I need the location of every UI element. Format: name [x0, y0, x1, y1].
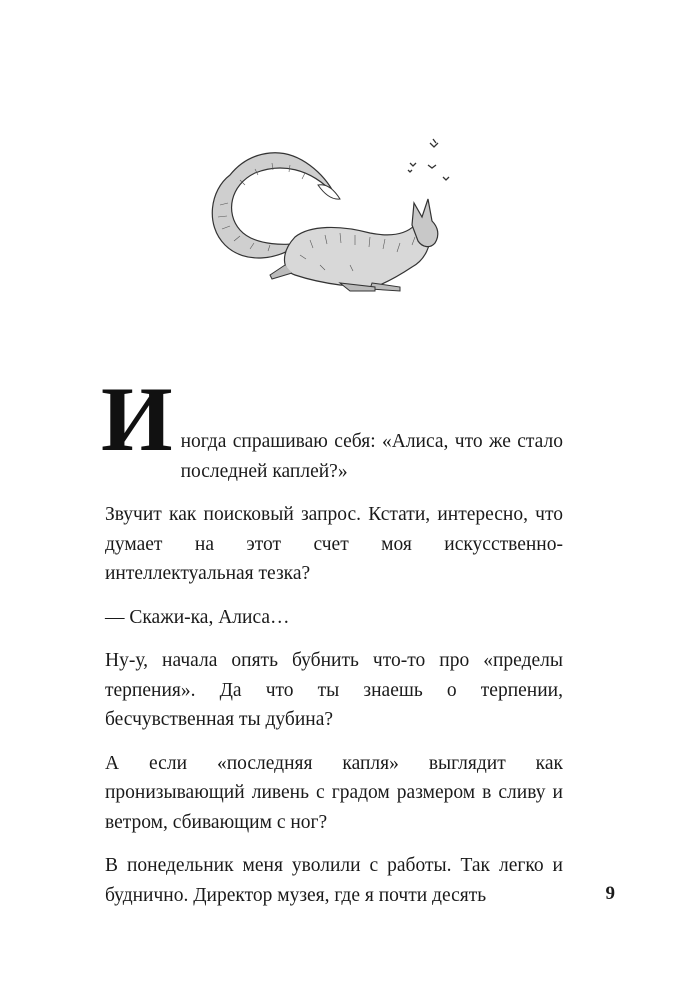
page-number: 9 [605, 883, 615, 904]
paragraph-text: ногда спрашиваю себя: «Алиса, что же стало последней каплей?» [180, 431, 563, 482]
drop-cap: И [101, 368, 173, 470]
paragraph: Звучит как поисковый запрос. Кстати, интересно, что думает на этот счет моя искусственно-интеллектуальная тезка? [105, 504, 563, 584]
paragraph: В понедельник меня уволили с работы. Так легко и буднично. Директор музея, где я почти десять [105, 855, 563, 906]
fox-illustration-icon [200, 125, 470, 305]
paragraph: — Скажи-ка, Алиса… [105, 606, 290, 628]
paragraph: А если «последняя капля» выглядит как пронизывающий ливень с градом размером в сливу и ветром, сбивающим с ног? [105, 752, 563, 833]
paragraph: Ну-у, начала опять бубнить что-то про «пределы терпения». Да что ты знаешь о терпении, бесчувственная ты дубина? [105, 650, 563, 730]
body-text [101, 368, 563, 924]
paragraph [101, 368, 563, 486]
